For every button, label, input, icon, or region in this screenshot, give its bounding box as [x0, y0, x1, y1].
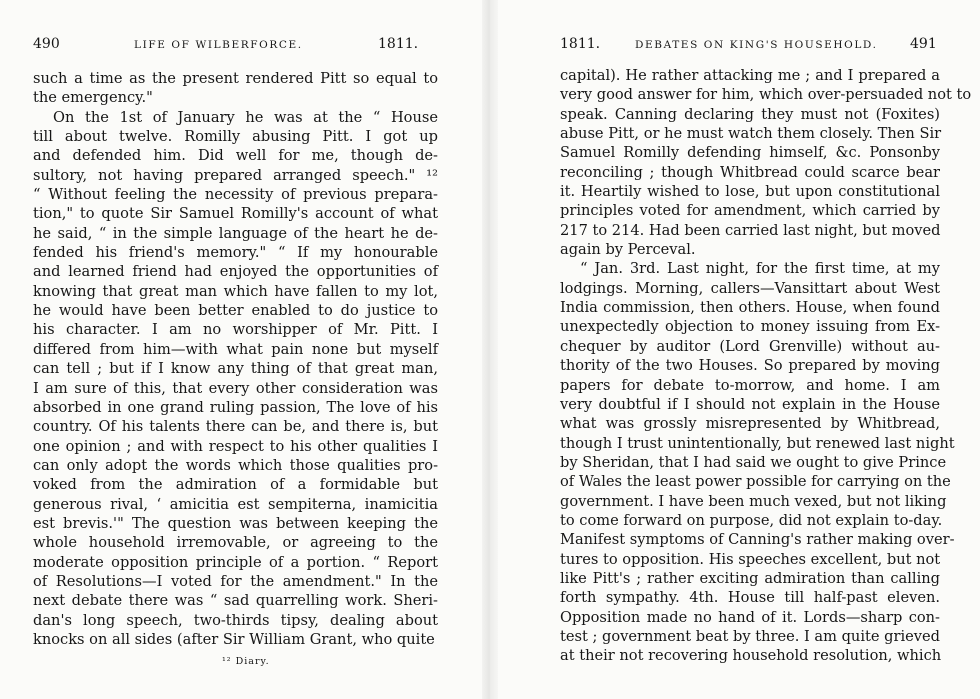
- text-line: India commission, then others. House, when found: [560, 299, 940, 317]
- text-line: at their not recovering household resolution, which: [560, 647, 942, 665]
- text-line: I am sure of this, that every other consideration was: [33, 379, 438, 397]
- right-page: [498, 0, 980, 699]
- text-line: test ; government beat by three. I am quite grieved: [560, 627, 940, 645]
- text-line: what was grossly misrepresented by Whitbread,: [560, 415, 940, 433]
- text-line: government. I have been much vexed, but not liking: [560, 492, 947, 510]
- right-page-header: [498, 36, 980, 58]
- text-line: knocks on all sides (after Sir William Grant, who quite: [33, 630, 435, 648]
- header-year: 1811.: [378, 36, 419, 52]
- running-title: DEBATES ON KING'S HOUSEHOLD.: [635, 39, 878, 51]
- header-year: 1811.: [560, 36, 601, 52]
- text-line: he would have been better enabled to do justice to: [33, 302, 438, 320]
- text-line: voked from the admiration of a formidable but: [33, 476, 438, 494]
- text-line: sultory, not having prepared arranged speech." ¹²: [33, 166, 438, 184]
- text-line: country. Of his talents there can be, and there is, but: [33, 418, 438, 436]
- text-line: it. Heartily wished to lose, but upon constitutional: [560, 183, 940, 201]
- text-line: very doubtful if I should not explain in the House: [560, 395, 940, 413]
- text-line: and learned friend had enjoyed the opportunities of: [33, 263, 438, 281]
- left-page-text: [33, 69, 438, 649]
- text-line: next debate there was “ sad quarrelling work. Sheri-: [33, 592, 438, 610]
- text-line: to come forward on purpose, did not explain to-day.: [560, 511, 943, 529]
- page-number: 491: [910, 36, 937, 52]
- text-line: tion," to quote Sir Samuel Romilly's account of what: [33, 205, 438, 223]
- text-line: capital). He rather attacking me ; and I prepared a: [560, 67, 940, 84]
- text-line: papers for debate to-morrow, and home. I am: [560, 376, 940, 394]
- text-line: such a time as the present rendered Pitt so equal to: [33, 70, 438, 87]
- text-line: though I trust unintentionally, but renewed last night: [560, 434, 955, 452]
- book-gutter: [482, 0, 498, 699]
- text-line: and defended him. Did well for me, though de-: [33, 147, 438, 165]
- text-line: thority of the two Houses. So prepared by moving: [560, 357, 940, 375]
- text-line: can only adopt the words which those qualities pro-: [33, 456, 438, 474]
- text-line: 217 to 214. Had been carried last night, but moved: [560, 221, 941, 239]
- text-line: tures to opposition. His speeches excellent, but not: [560, 550, 941, 568]
- text-line: speak. Canning declaring they must not (Foxites): [560, 105, 940, 123]
- text-line: Opposition made no hand of it. Lords—sharp con-: [560, 608, 940, 626]
- text-line: abuse Pitt, or he must watch them closely. Then Sir: [560, 125, 942, 143]
- running-title: LIFE OF WILBERFORCE.: [134, 39, 303, 51]
- text-line: of Resolutions—I voted for the amendment." In the: [33, 572, 438, 590]
- footnote: ¹² Diary.: [222, 656, 270, 667]
- text-line: reconciling ; though Whitbread could scarce bear: [560, 163, 940, 181]
- text-line: absorbed in one grand ruling passion, The love of his: [33, 398, 438, 416]
- text-line: differed from him—with what pain none but myself: [33, 340, 438, 358]
- page-number: 490: [33, 36, 60, 52]
- text-line: generous rival, ‘ amicitia est sempiterna, inamicitia: [33, 495, 438, 513]
- text-line: forth sympathy. 4th. House till half-past eleven.: [560, 589, 940, 607]
- text-line: very good answer for him, which over-persuaded not to: [560, 86, 972, 104]
- text-line: est brevis.'" The question was between keeping the: [33, 514, 438, 532]
- text-line: dan's long speech, two-thirds tipsy, dealing about: [33, 611, 438, 629]
- text-line: “ Without feeling the necessity of previous prepara-: [33, 186, 438, 204]
- text-line: Manifest symptoms of Canning's rather making over-: [560, 531, 955, 549]
- text-line: till about twelve. Romilly abusing Pitt. I got up: [33, 128, 438, 146]
- text-line: he said, “ in the simple language of the heart he de-: [33, 224, 438, 242]
- text-line: unexpectedly objection to money issuing from Ex-: [560, 318, 940, 336]
- text-line: moderate opposition principle of a portion. “ Report: [33, 553, 438, 571]
- text-line: chequer by auditor (Lord Grenville) without au-: [560, 337, 940, 355]
- text-line: by Sheridan, that I had said we ought to give Prince: [560, 453, 947, 471]
- text-line: the emergency.": [33, 89, 153, 107]
- text-line: his character. I am no worshipper of Mr. Pitt. I: [33, 321, 438, 339]
- text-line: Samuel Romilly defending himself, &c. Ponsonby: [560, 144, 940, 162]
- text-line: of Wales the least power possible for carrying on the: [560, 473, 951, 491]
- text-line: “ Jan. 3rd. Last night, for the first time, at my: [580, 260, 940, 278]
- text-line: whole household irremovable, or agreeing to the: [33, 534, 438, 552]
- text-line: fended his friend's memory." “ If my honourable: [33, 244, 438, 262]
- text-line: lodgings. Morning, callers—Vansittart about West: [560, 279, 940, 297]
- text-line: again by Perceval.: [560, 241, 696, 259]
- text-line: can tell ; but if I know any thing of that great man,: [33, 360, 438, 378]
- text-line: like Pitt's ; rather exciting admiration than calling: [560, 569, 940, 587]
- left-page-header: [0, 36, 482, 58]
- text-line: principles voted for amendment, which carried by: [560, 202, 940, 220]
- right-page-text: [560, 66, 972, 666]
- text-line: On the 1st of January he was at the “ House: [53, 108, 438, 126]
- text-line: knowing that great man which have fallen to my lot,: [33, 282, 438, 300]
- left-page: [0, 0, 482, 699]
- text-line: one opinion ; and with respect to his other qualities I: [33, 437, 438, 455]
